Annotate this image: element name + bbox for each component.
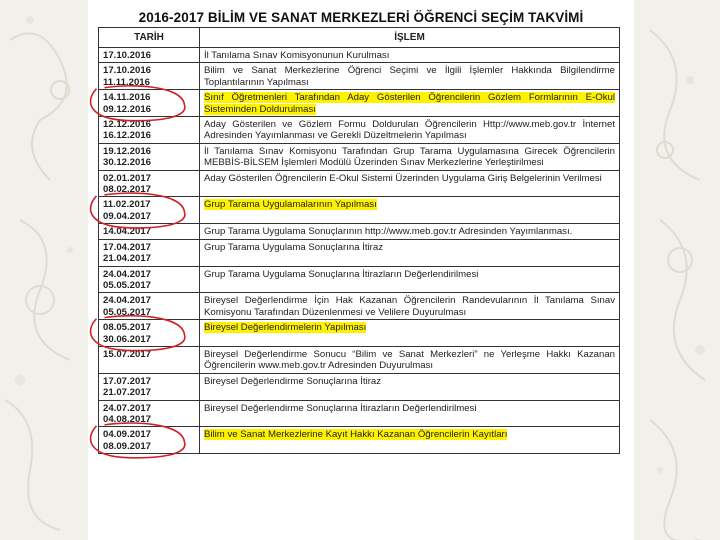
start-date: 17.10.2016: [103, 65, 152, 77]
end-date: 05.05.2017: [103, 306, 152, 318]
end-date: 09.04.2017: [103, 210, 152, 222]
row-dates: [99, 400, 200, 427]
page-title: 2016-2017 BİLİM VE SANAT MERKEZLERİ ÖĞRENCİ SEÇİM TAKVİMİ: [138, 10, 584, 25]
row-description: [200, 320, 620, 347]
table-row: [99, 197, 620, 224]
end-date: 04.08.2017: [103, 413, 152, 425]
table-row: [99, 346, 620, 373]
end-date: 08.02.2017: [103, 184, 152, 196]
action-column-header: İŞLEM: [200, 28, 620, 48]
table-row: [99, 320, 620, 347]
row-description: [200, 197, 620, 224]
start-date: 14.11.2016: [103, 92, 151, 104]
start-date: 14.04.2017: [103, 226, 152, 238]
end-date: 30.12.2016: [103, 157, 152, 169]
row-description: [200, 293, 620, 320]
row-description: [200, 346, 620, 373]
table-row: [99, 293, 620, 320]
highlighted-text: Sınıf Öğretmenleri Tarafından Aday Gösterilen Öğrencilerin Gözlem Formlarının E-Okul Sisteminden Doldurulması: [204, 92, 615, 115]
description-text: Bireysel Değerlendirme İçin Hak Kazanan Öğrencilerin Randevularının İl Tanılama Sınav Komisyonu Tarafından Düzenlenmesi ve Velilere Duyurulması: [204, 295, 615, 318]
row-dates: [99, 170, 200, 197]
row-dates: [99, 117, 200, 144]
row-dates: [99, 197, 200, 224]
schedule-table: [98, 27, 620, 454]
table-row: [99, 170, 620, 197]
row-description: [200, 400, 620, 427]
row-description: [200, 239, 620, 266]
end-date: 21.04.2017: [103, 253, 152, 265]
table-row: [99, 143, 620, 170]
row-dates: [99, 266, 200, 293]
start-date: 11.02.2017: [103, 199, 151, 211]
start-date: 24.04.2017: [103, 295, 152, 307]
end-date: 09.12.2016: [103, 103, 152, 115]
end-date: 05.05.2017: [103, 279, 152, 291]
row-dates: [99, 48, 200, 63]
date-column-header: TARİH: [99, 28, 200, 48]
table-row: [99, 373, 620, 400]
description-text: Grup Tarama Uygulama Sonuçlarının http://www.meb.gov.tr Adresinden Yayımlanması.: [204, 226, 573, 238]
highlighted-text: Bilim ve Sanat Merkezlerine Kayıt Hakkı Kazanan Öğrencilerin Kayıtları: [204, 429, 508, 441]
start-date: 17.04.2017: [103, 241, 152, 253]
row-description: [200, 63, 620, 90]
end-date: 21.07.2017: [103, 387, 152, 399]
highlighted-text: Bireysel Değerlendirmelerin Yapılması: [204, 322, 367, 334]
row-description: [200, 48, 620, 63]
table-row: [99, 90, 620, 117]
start-date: 24.04.2017: [103, 268, 152, 280]
start-date: 08.05.2017: [103, 322, 152, 334]
highlighted-text: Grup Tarama Uygulamalarının Yapılması: [204, 199, 377, 211]
row-description: [200, 224, 620, 239]
table-row: [99, 427, 620, 454]
description-text: Bireysel Değerlendirme Sonuçlarına İtirazların Değerlendirilmesi: [204, 402, 477, 414]
description-text: Bireysel Değerlendirme Sonucu “Bilim ve Sanat Merkezleri” ne Yerleşme Hakkı Kazanan Öğrencilerin www.meb.gov.tr Adresinden Duyurulması: [204, 348, 615, 372]
start-date: 15.07.2017: [103, 348, 152, 360]
document-page: [88, 0, 634, 540]
row-dates: [99, 63, 200, 90]
start-date: 19.12.2016: [103, 145, 152, 157]
row-description: [200, 373, 620, 400]
row-description: [200, 90, 620, 117]
start-date: 17.07.2017: [103, 375, 152, 387]
description-text: Grup Tarama Uygulama Sonuçlarına İtiraz: [204, 241, 383, 253]
description-text: Grup Tarama Uygulama Sonuçlarına İtirazların Değerlendirilmesi: [204, 268, 479, 280]
description-text: İl Tanılama Sınav Komisyonunun Kurulması: [204, 50, 390, 61]
table-header-row: [99, 28, 620, 48]
start-date: 17.10.2016: [103, 50, 152, 61]
row-description: [200, 170, 620, 197]
row-dates: [99, 224, 200, 239]
start-date: 02.01.2017: [103, 172, 152, 184]
row-description: [200, 266, 620, 293]
end-date: 11.11.2016: [103, 76, 150, 88]
start-date: 12.12.2016: [103, 119, 152, 131]
description-text: Bilim ve Sanat Merkezlerine Öğrenci Seçimi ve İlgili İşlemler Hakkında Bilgilendirme Toplantılarının Yapılması: [204, 65, 615, 88]
row-description: [200, 427, 620, 454]
end-date: 08.09.2017: [103, 440, 152, 452]
row-dates: [99, 346, 200, 373]
end-date: 16.12.2016: [103, 130, 152, 142]
row-dates: [99, 143, 200, 170]
table-row: [99, 63, 620, 90]
table-row: [99, 266, 620, 293]
row-dates: [99, 239, 200, 266]
row-dates: [99, 320, 200, 347]
schedule-rows: [99, 48, 620, 454]
row-description: [200, 117, 620, 144]
row-description: [200, 143, 620, 170]
table-row: [99, 117, 620, 144]
row-dates: [99, 90, 200, 117]
description-text: Aday Gösterilen Öğrencilerin E-Okul Sistemi Üzerinden Uygulama Giriş Belgelerinin Verilmesi: [204, 172, 602, 184]
row-dates: [99, 373, 200, 400]
row-dates: [99, 427, 200, 454]
table-row: [99, 239, 620, 266]
description-text: Bireysel Değerlendirme Sonuçlarına İtiraz: [204, 375, 382, 387]
table-row: [99, 48, 620, 63]
start-date: 24.07.2017: [103, 402, 152, 414]
description-text: İl Tanılama Sınav Komisyonu Tarafından Grup Tarama Uygulamasına Girecek Öğrencilerin MEBBİS-BİLSEM İşlemleri Modülü Üzerinden Sınav Merkezlerine Yerleştirilmesi: [204, 145, 615, 169]
end-date: 30.06.2017: [103, 333, 152, 345]
start-date: 04.09.2017: [103, 429, 152, 441]
table-row: [99, 224, 620, 239]
table-row: [99, 400, 620, 427]
description-text: Aday Gösterilen ve Gözlem Formu Doldurulan Öğrencilerin Http://www.meb.gov.tr İnternet Adresinden Yayımlanması ve Gerekli Düzeltmelerin Yapılması: [204, 119, 615, 142]
row-dates: [99, 293, 200, 320]
